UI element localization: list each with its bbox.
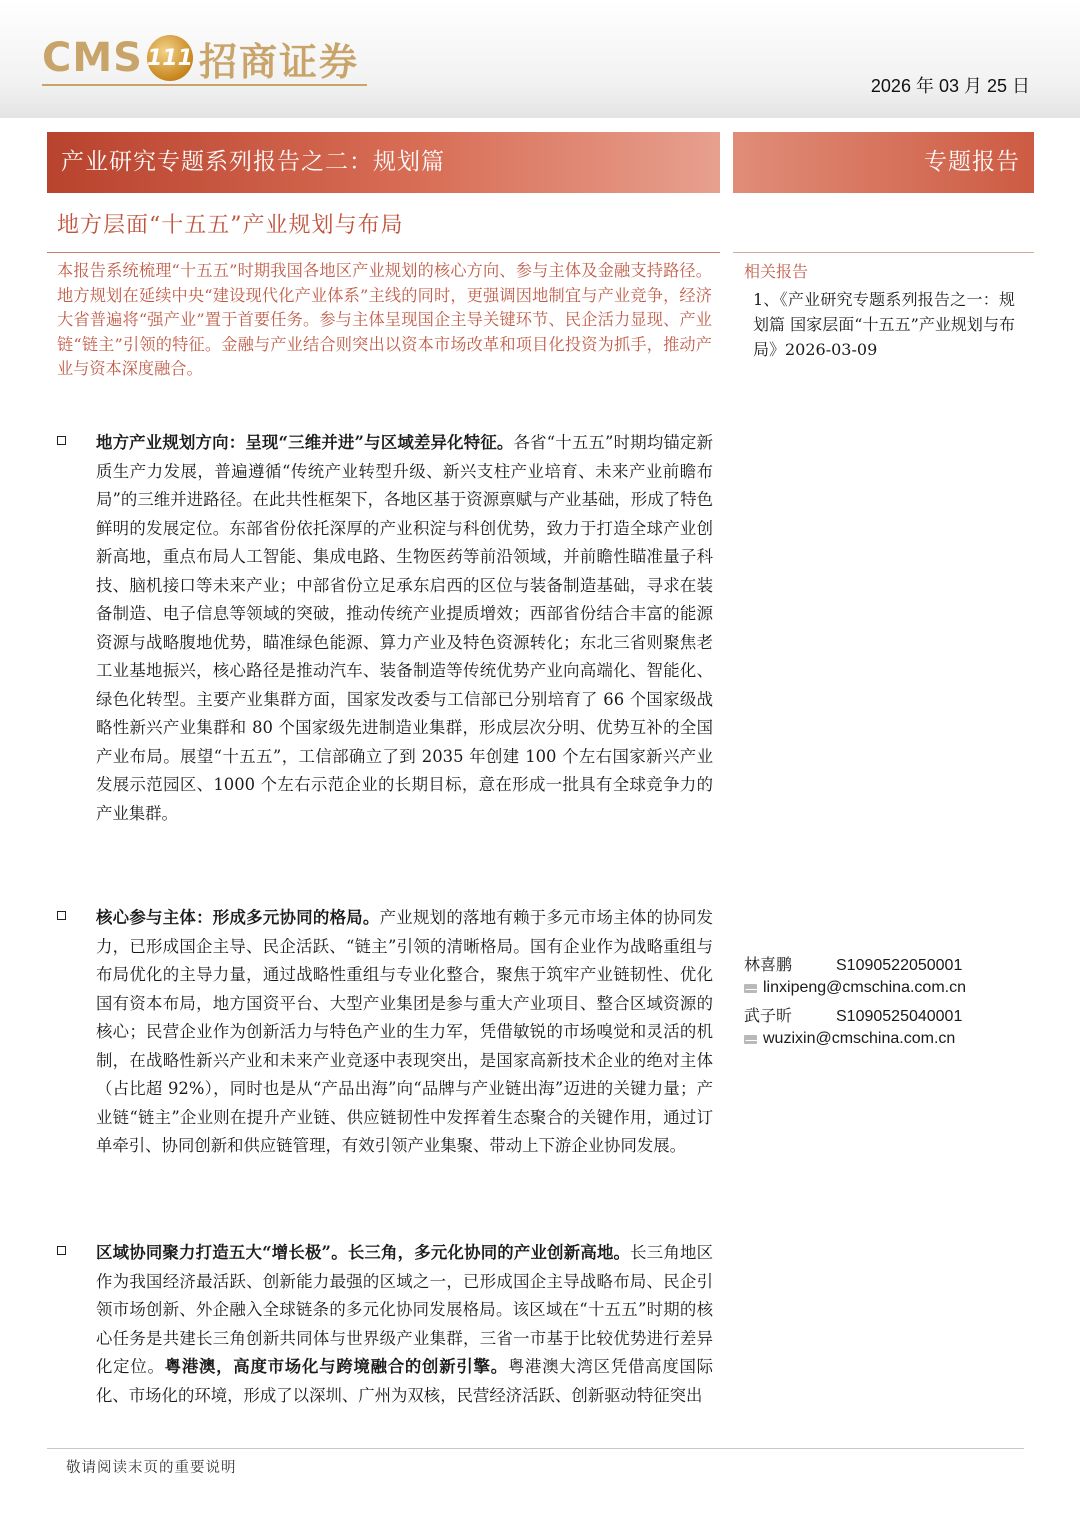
bullet-body-secondary: 粤港澳大湾区凭借高度国际化、市场化的环境，形成了以深圳、广州为双核，民营经济活跃、创新驱动特征突出 <box>96 1357 714 1405</box>
analyst-id: S1090525040001 <box>836 1008 963 1025</box>
bullet-heading-secondary: 粤港澳，高度市场化与跨境融合的创新引擎。 <box>164 1357 508 1376</box>
bullet-section-participants <box>57 904 713 1161</box>
analyst-id: S1090522050001 <box>836 957 963 974</box>
square-bullet-icon <box>57 911 66 920</box>
analyst-email-row <box>744 1030 955 1048</box>
related-reports-title: 相关报告 <box>744 262 809 281</box>
divider <box>47 252 720 253</box>
bullet-section-planning-direction <box>57 429 713 828</box>
footer-note: 敬请阅读末页的重要说明 <box>66 1460 237 1476</box>
cms-logo <box>42 30 359 86</box>
analyst-email-row <box>744 979 966 997</box>
bullet-section-growth-poles <box>57 1239 713 1410</box>
square-bullet-icon <box>57 1246 66 1255</box>
bullet-paragraph <box>96 1239 713 1410</box>
bullet-body: 产业规划的落地有赖于多元市场主体的协同发力，已形成国企主导、民企活跃、“链主”引领的清晰格局。国有企业作为战略重组与布局优化的主导力量，通过战略性重组与专业化整合，聚焦于筑牢产业链韧性、优化国有资本布局，地方国资平台、大型产业集团是参与重大产业项目、整合区域资源的核心；民营企业作为创新活力与特色产业的生力军，凭借敏锐的市场嗅觉和灵活的机制，在战略性新兴产业和未来产业竞逐中表现突出，是国家高新技术企业的绝对主体（占比超 92%），同时也是从“产品出海”向“品牌与产业链出海”迈进的关键力量；产业链“链主”企业则在提升产业链、供应链韧性中发挥着生态聚合的关键作用，通过订单牵引、协同创新和供应链管理，有效引领产业集聚、带动上下游企业协同发展。 <box>96 908 714 1155</box>
analyst-name: 武子昕 <box>744 1006 793 1025</box>
analyst-row <box>744 1003 962 1026</box>
logo-chinese: 招商证券 <box>198 39 359 84</box>
analyst-email[interactable]: wuzixin@cmschina.com.cn <box>763 1030 956 1047</box>
abstract: 本报告系统梳理“十五五”时期我国各地区产业规划的核心方向、参与主体及金融支持路径。地方规划在延续中央“建设现代化产业体系”主线的同时，更强调因地制宜与产业竞争，经济大省普遍将“强产业”置于首要任务。参与主体呈现国企主导关键环节、民企活力显现、产业链“链主”引领的特征。金融与产业结合则突出以资本市场改革和项目化投资为抓手，推动产业与资本深度融合。 <box>57 261 712 379</box>
square-bullet-icon <box>57 436 66 445</box>
bullet-heading: 区域协同聚力打造五大“增长极”。长三角，多元化协同的产业创新高地。 <box>96 1243 631 1262</box>
envelope-icon <box>744 1035 757 1044</box>
analyst-name: 林喜鹏 <box>744 955 793 974</box>
bullet-body: 各省“十五五”时期均锚定新质生产力发展，普遍遵循“传统产业转型升级、新兴支柱产业培育、未来产业前瞻布局”的三维并进路径。在此共性框架下，各地区基于资源禀赋与产业基础，形成了特色鲜明的发展定位。东部省份依托深厚的产业积淀与科创优势，致力于打造全球产业创新高地，重点布局人工智能、集成电路、生物医药等前沿领域，并前瞻性瞄准量子科技、脑机接口等未来产业；中部省份立足承东启西的区位与装备制造基础，寻求在装备制造、电子信息等领域的突破，推动传统产业提质增效；西部省份结合丰富的能源资源与战略腹地优势，瞄准绿色能源、算力产业及特色资源转化；东北三省则聚焦老工业基地振兴，核心路径是推动汽车、装备制造等传统优势产业向高端化、智能化、绿色化转型。主要产业集群方面，国家发改委与工信部已分别培育了 66 个国家级战略性新兴产业集群和 80 个国家级先进制造业集群，形成层次分明、优势互补的全国产业布局。展望“十五五”，工信部确立了到 2035 年创建 100 个左右国家新兴产业发展示范园区、1000 个左右示范企业的长期目标，意在形成一批具有全球竞争力的产业集群。 <box>96 433 713 823</box>
report-date: 2026 年 03 月 25 日 <box>870 76 1030 96</box>
logo-underline <box>42 84 367 86</box>
bullet-heading: 核心参与主体：形成多元协同的格局。 <box>96 908 380 927</box>
logo-mark-icon: 111 <box>147 35 193 81</box>
report-subtitle: 地方层面“十五五”产业规划与布局 <box>57 213 404 238</box>
bullet-heading: 地方产业规划方向：呈现“三维并进”与区域差异化特征。 <box>96 433 514 452</box>
analyst-email[interactable]: linxipeng@cmschina.com.cn <box>763 979 966 996</box>
logo-latin: CMS <box>42 35 143 81</box>
report-category: 专题报告 <box>733 132 1034 193</box>
bullet-paragraph <box>96 429 713 828</box>
related-report-item: 1、《产业研究专题系列报告之一：规划篇 国家层面“十五五”产业规划与布局》2026-03-09 <box>753 290 1015 359</box>
divider <box>733 252 1034 253</box>
envelope-icon <box>744 984 757 993</box>
bullet-body: 长三角地区作为我国经济最活跃、创新能力最强的区域之一，已形成国企主导战略布局、民企引领市场创新、外企融入全球链条的多元化协同发展格局。该区域在“十五五”时期的核心任务是共建长三角创新共同体与世界级产业集群，三省一市基于比较优势进行差异化定位。 <box>96 1243 713 1376</box>
analyst-row <box>744 952 962 975</box>
footer-divider <box>47 1448 1024 1449</box>
report-series-title: 产业研究专题系列报告之二：规划篇 <box>47 132 720 193</box>
bullet-paragraph <box>96 904 713 1161</box>
